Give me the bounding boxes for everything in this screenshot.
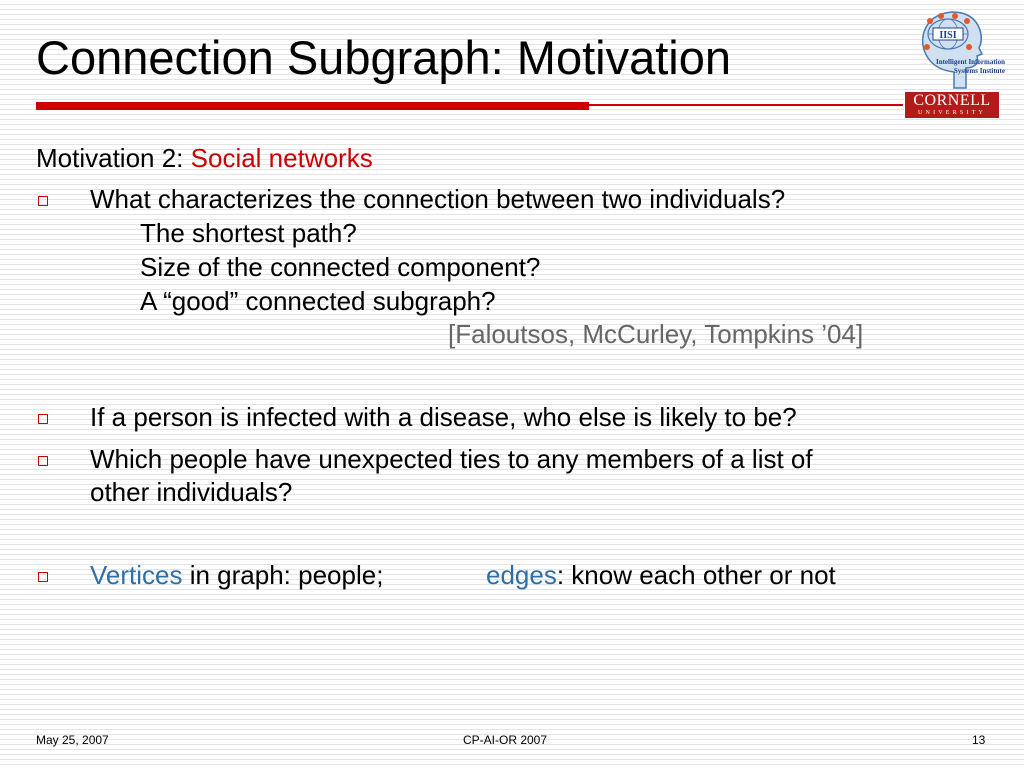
bullet-1-sub-3: A “good” connected subgraph? — [140, 286, 496, 316]
cornell-logo — [904, 91, 1000, 119]
footer-page-number: 13 — [972, 733, 986, 747]
bullet-3-line-2: other individuals? — [90, 477, 293, 507]
bullet-1-text: What characterizes the connection between two individuals? — [90, 184, 786, 214]
svg-text:IISI: IISI — [939, 30, 957, 41]
bullet-square-icon — [38, 414, 48, 424]
svg-text:Intelligent Information: Intelligent Information — [935, 58, 1005, 66]
citation: [Faloutsos, McCurley, Tompkins ’04] — [448, 319, 864, 349]
footer-event: CP-AI-OR 2007 — [463, 733, 548, 747]
term-edges: edges — [486, 560, 557, 590]
bullet-1-sub-2: Size of the connected component? — [140, 252, 541, 282]
footer-date: May 25, 2007 — [36, 733, 109, 747]
slide-title: Connection Subgraph: Motivation — [36, 31, 731, 84]
motivation-label: Motivation 2: — [36, 143, 184, 173]
bullet-square-icon — [38, 572, 48, 582]
bullet-square-icon — [38, 456, 48, 466]
bullet-square-icon — [38, 196, 48, 206]
vertices-description: in graph: people; — [182, 560, 384, 590]
title-underline-thick — [36, 102, 589, 110]
motivation-heading — [36, 142, 373, 174]
iisi-logo — [906, 8, 1006, 92]
bullet-1-sub-1: The shortest path? — [140, 218, 357, 248]
bullet-3-line-1: Which people have unexpected ties to any members of a list of — [90, 444, 813, 474]
title-underline-thin — [589, 104, 903, 106]
edges-description: : know each other or not — [556, 560, 836, 590]
cornell-wordmark: CORNELL — [913, 92, 991, 109]
bullet-2-text: If a person is infected with a disease, who else is likely to be? — [90, 402, 797, 432]
svg-text:Systems Institute: Systems Institute — [953, 67, 1005, 75]
bullet-4-part-1 — [90, 559, 383, 591]
term-vertices: Vertices — [90, 560, 183, 590]
cornell-university-text: UNIVERSITY — [918, 110, 986, 116]
bullet-4-part-2 — [486, 559, 836, 591]
motivation-topic: Social networks — [190, 143, 373, 173]
